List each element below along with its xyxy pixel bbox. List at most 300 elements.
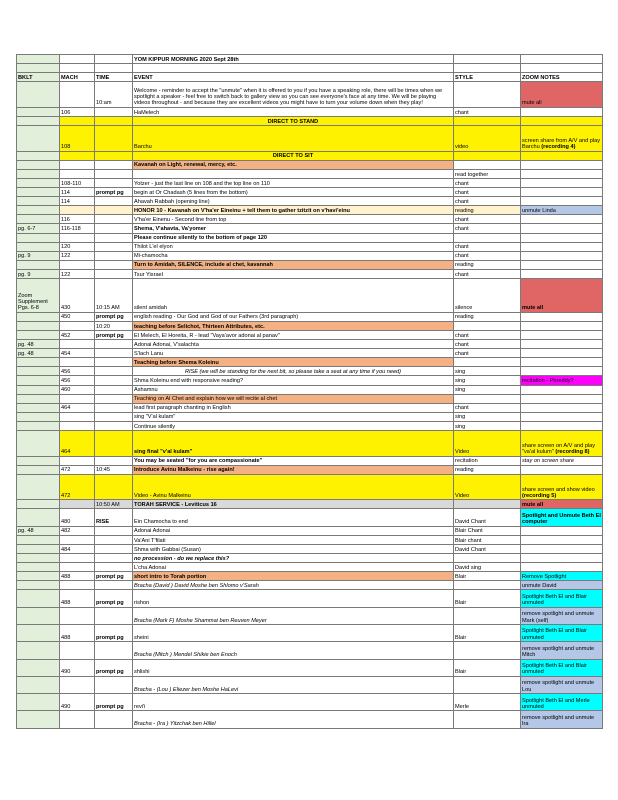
table-row <box>17 694 603 711</box>
bklt-cell <box>17 465 60 474</box>
time-cell <box>95 421 133 430</box>
time-cell <box>95 151 133 160</box>
event-cell: El Melech, El Horeita, R - lead "Vaya'avor adonai al panav" <box>133 330 454 339</box>
time-cell: prompt pg <box>95 572 133 581</box>
zoom-cell <box>521 544 603 553</box>
mach-cell <box>60 321 95 330</box>
bklt-cell <box>17 430 60 456</box>
mach-cell: 120 <box>60 242 95 251</box>
zoom-cell: share screen on A/V and play "va'al kulum" (recording 8) <box>521 430 603 456</box>
event-cell: Ahavah Rabbah (opening line) <box>133 197 454 206</box>
event-cell: Bracha (Mitch ) Mendel Shikie ben Enoch <box>133 642 454 659</box>
style-cell: sing <box>454 367 521 376</box>
time-cell <box>95 563 133 572</box>
bklt-cell <box>17 126 60 152</box>
spacer-cell <box>454 64 521 73</box>
mach-cell: 490 <box>60 659 95 676</box>
header-event: EVENT <box>133 73 454 82</box>
style-cell: chant <box>454 330 521 339</box>
table-row <box>17 711 603 728</box>
zoom-cell: share screen and show video (recording 5) <box>521 474 603 500</box>
time-cell <box>95 215 133 224</box>
time-cell <box>95 456 133 465</box>
table-row <box>17 500 603 509</box>
time-cell <box>95 107 133 116</box>
table-row <box>17 169 603 178</box>
header-row <box>17 73 603 82</box>
event-cell: Thilot L'el elyon <box>133 242 454 251</box>
style-cell <box>454 151 521 160</box>
bklt-cell <box>17 82 60 108</box>
zoom-cell <box>521 169 603 178</box>
time-cell: prompt pg <box>95 312 133 321</box>
mach-cell: 108-110 <box>60 178 95 187</box>
style-cell <box>454 321 521 330</box>
time-cell: prompt pg <box>95 625 133 642</box>
mach-cell <box>60 340 95 349</box>
mach-cell <box>60 676 95 693</box>
time-cell: prompt pg <box>95 188 133 197</box>
bklt-cell <box>17 188 60 197</box>
style-cell <box>454 160 521 169</box>
zoom-cell <box>521 224 603 233</box>
time-cell: prompt pg <box>95 330 133 339</box>
time-cell: prompt pg <box>95 590 133 607</box>
time-cell <box>95 676 133 693</box>
style-cell <box>454 358 521 367</box>
header-zoom: ZOOM NOTES <box>521 73 603 82</box>
mach-cell: 460 <box>60 385 95 394</box>
table-row <box>17 465 603 474</box>
bklt-cell: pg. 9 <box>17 269 60 278</box>
time-cell <box>95 160 133 169</box>
table-row <box>17 394 603 403</box>
table-row <box>17 412 603 421</box>
style-cell <box>454 82 521 108</box>
time-cell <box>95 385 133 394</box>
table-row <box>17 178 603 187</box>
event-cell: Shma with Gabbai (Susan) <box>133 544 454 553</box>
zoom-cell <box>521 526 603 535</box>
style-cell <box>454 676 521 693</box>
event-cell: lead first paragraph chanting in English <box>133 403 454 412</box>
event-cell: Va'Ani T'filati <box>133 535 454 544</box>
style-cell: Blair chant <box>454 535 521 544</box>
table-row <box>17 526 603 535</box>
event-cell: Introduce Avinu Malkeinu - rise again! <box>133 465 454 474</box>
mach-cell: 452 <box>60 330 95 339</box>
style-cell: reading <box>454 465 521 474</box>
zoom-cell: remove spotlight and unmute Mark (self) <box>521 607 603 624</box>
table-row <box>17 242 603 251</box>
bklt-cell <box>17 178 60 187</box>
style-cell: video <box>454 126 521 152</box>
time-cell <box>95 269 133 278</box>
title-zoom-cell <box>521 55 603 64</box>
time-cell <box>95 412 133 421</box>
zoom-cell <box>521 554 603 563</box>
mach-cell: 488 <box>60 572 95 581</box>
bklt-cell <box>17 572 60 581</box>
spacer-cell <box>95 64 133 73</box>
event-cell: revi'i <box>133 694 454 711</box>
event-cell: Ashamnu <box>133 385 454 394</box>
event-cell: english reading - Our God and God of our Fathers (3rd paragraph) <box>133 312 454 321</box>
time-cell <box>95 340 133 349</box>
event-cell: rishon <box>133 590 454 607</box>
event-cell: Bracha (David ) David Moshe ben Shlomo v'Sarah <box>133 581 454 590</box>
mach-cell <box>60 358 95 367</box>
time-cell <box>95 233 133 242</box>
event-cell: short intro to Torah portion <box>133 572 454 581</box>
event-cell: Continue silently <box>133 421 454 430</box>
mach-cell: 122 <box>60 251 95 260</box>
zoom-cell <box>521 321 603 330</box>
event-cell: HaMelech <box>133 107 454 116</box>
zoom-cell: Spotlight Beth El and Blair unmuted <box>521 590 603 607</box>
time-cell <box>95 367 133 376</box>
bklt-cell <box>17 590 60 607</box>
time-cell <box>95 535 133 544</box>
title-bklt-cell <box>17 55 60 64</box>
style-cell: chant <box>454 215 521 224</box>
bklt-cell <box>17 151 60 160</box>
mach-cell <box>60 642 95 659</box>
style-cell: Merle <box>454 694 521 711</box>
event-cell: S'lach Lanu <box>133 349 454 358</box>
event-cell: Bracha - (Ira ) Yitzchak ben Hillel <box>133 711 454 728</box>
event-cell: DIRECT TO SIT <box>133 151 454 160</box>
mach-cell: 116 <box>60 215 95 224</box>
time-cell <box>95 607 133 624</box>
event-cell: Video - Avinu Malkeinu <box>133 474 454 500</box>
table-row <box>17 224 603 233</box>
time-cell: prompt pg <box>95 694 133 711</box>
table-row <box>17 367 603 376</box>
table-row <box>17 206 603 215</box>
mach-cell: 450 <box>60 312 95 321</box>
zoom-cell <box>521 116 603 125</box>
style-cell <box>454 554 521 563</box>
mach-cell <box>60 563 95 572</box>
bklt-cell <box>17 474 60 500</box>
zoom-cell <box>521 269 603 278</box>
mach-cell: 106 <box>60 107 95 116</box>
style-cell: chant <box>454 224 521 233</box>
style-cell: reading <box>454 260 521 269</box>
style-cell: David Chant <box>454 544 521 553</box>
event-cell: Bracha - (Lou ) Eliezer ben Moshe HaLevi <box>133 676 454 693</box>
time-cell: 10:50 AM <box>95 500 133 509</box>
table-row <box>17 126 603 152</box>
mach-cell <box>60 554 95 563</box>
bklt-cell <box>17 563 60 572</box>
event-cell: Please continue silently to the bottom of page 120 <box>133 233 454 242</box>
event-cell: TORAH SERVICE - Leviticus 16 <box>133 500 454 509</box>
style-cell: chant <box>454 349 521 358</box>
time-cell <box>95 197 133 206</box>
style-cell: Blair Chant <box>454 526 521 535</box>
mach-cell <box>60 607 95 624</box>
time-cell <box>95 251 133 260</box>
table-row <box>17 197 603 206</box>
table-row <box>17 421 603 430</box>
mach-cell: 488 <box>60 590 95 607</box>
mach-cell <box>60 535 95 544</box>
zoom-cell <box>521 215 603 224</box>
mach-cell <box>60 456 95 465</box>
title-mach-cell <box>60 55 95 64</box>
table-row <box>17 430 603 456</box>
time-cell <box>95 554 133 563</box>
zoom-cell <box>521 340 603 349</box>
table-row <box>17 278 603 312</box>
mach-cell: 114 <box>60 188 95 197</box>
bklt-cell <box>17 160 60 169</box>
table-row <box>17 642 603 659</box>
table-row <box>17 474 603 500</box>
table-row <box>17 376 603 385</box>
style-cell: David sing <box>454 563 521 572</box>
time-cell <box>95 376 133 385</box>
zoom-cell <box>521 563 603 572</box>
table-row <box>17 107 603 116</box>
time-cell <box>95 206 133 215</box>
style-cell: chant <box>454 242 521 251</box>
event-cell: Welcome - reminder to accept the "unmute" when it is offered to you if you have a speaking role, there will be times when we spotlight a speaker - feel free to switch back to gallery view so you can see everyone's face at any time. We will be playing videos throughout - and because they are excellent videos you might have to turn your volume down when they play! <box>133 82 454 108</box>
table-row <box>17 215 603 224</box>
style-cell: sing <box>454 385 521 394</box>
style-cell: reading <box>454 312 521 321</box>
event-cell: Shma Koleinu end with responsive reading? <box>133 376 454 385</box>
title-time-cell <box>95 55 133 64</box>
zoom-cell: unmute David <box>521 581 603 590</box>
header-mach: MACH <box>60 73 95 82</box>
bklt-cell <box>17 544 60 553</box>
bklt-cell <box>17 233 60 242</box>
style-cell: sing <box>454 421 521 430</box>
schedule-sheet <box>16 54 602 770</box>
mach-cell: 464 <box>60 430 95 456</box>
zoom-cell: remove spotlight and unmute Mitch <box>521 642 603 659</box>
table-row <box>17 607 603 624</box>
bklt-cell <box>17 676 60 693</box>
bklt-cell <box>17 321 60 330</box>
mach-cell: 116-118 <box>60 224 95 233</box>
time-cell <box>95 126 133 152</box>
event-cell: V'ha'er Einenu - Second line from top <box>133 215 454 224</box>
event-cell: You may be seated "for you are compassionate" <box>133 456 454 465</box>
zoom-note-emphasis: (recording 8) <box>555 449 590 456</box>
time-cell <box>95 526 133 535</box>
table-row <box>17 676 603 693</box>
zoom-cell <box>521 403 603 412</box>
zoom-cell <box>521 233 603 242</box>
schedule-table <box>16 54 603 729</box>
table-row <box>17 535 603 544</box>
mach-cell <box>60 206 95 215</box>
zoom-note-emphasis: (recording 4) <box>541 144 576 151</box>
bklt-cell <box>17 394 60 403</box>
zoom-cell <box>521 412 603 421</box>
event-cell: L'cha Adonai <box>133 563 454 572</box>
table-row <box>17 160 603 169</box>
sheet-title: YOM KIPPUR MORNING 2020 Sept 28th <box>133 55 454 64</box>
bklt-cell <box>17 116 60 125</box>
event-cell: begin at Or Chadash (5 lines from the bottom) <box>133 188 454 197</box>
event-cell: Bracha (Mark F) Moshe Shammai ben Reuven Meyer <box>133 607 454 624</box>
time-cell <box>95 642 133 659</box>
zoom-cell <box>521 107 603 116</box>
zoom-cell: Spotlight Beth El and Blair unmuted <box>521 659 603 676</box>
table-row <box>17 340 603 349</box>
style-cell: Blair <box>454 625 521 642</box>
zoom-cell <box>521 197 603 206</box>
style-cell: chant <box>454 178 521 187</box>
style-cell: Video <box>454 474 521 500</box>
bklt-cell <box>17 242 60 251</box>
mach-cell <box>60 233 95 242</box>
bklt-cell: Zoom Supplement Pgs. 6-8 <box>17 278 60 312</box>
event-cell: RISE (we will be standing for the next bit, so please take a seat at any time if you need) <box>133 367 454 376</box>
bklt-cell <box>17 330 60 339</box>
mach-cell: 114 <box>60 197 95 206</box>
zoom-note-emphasis: (recording 5) <box>522 492 557 499</box>
bklt-cell <box>17 260 60 269</box>
mach-cell: 430 <box>60 278 95 312</box>
mach-cell <box>60 581 95 590</box>
style-cell: read together <box>454 169 521 178</box>
table-row <box>17 151 603 160</box>
style-cell: chant <box>454 251 521 260</box>
mach-cell <box>60 151 95 160</box>
zoom-cell: mute all <box>521 278 603 312</box>
event-cell: no procession - do we replace this? <box>133 554 454 563</box>
bklt-cell <box>17 694 60 711</box>
mach-cell: 108 <box>60 126 95 152</box>
bklt-cell <box>17 500 60 509</box>
event-cell: Tsur Yisrael <box>133 269 454 278</box>
zoom-cell: recitation - Phreddy? <box>521 376 603 385</box>
table-row <box>17 260 603 269</box>
time-cell <box>95 260 133 269</box>
table-row <box>17 554 603 563</box>
zoom-cell <box>521 188 603 197</box>
table-row <box>17 188 603 197</box>
bklt-cell <box>17 581 60 590</box>
style-cell: silence <box>454 278 521 312</box>
mach-cell: 484 <box>60 544 95 553</box>
title-style-cell <box>454 55 521 64</box>
zoom-cell: Remove Spotlight <box>521 572 603 581</box>
zoom-cell: stay on screen share <box>521 456 603 465</box>
bklt-cell <box>17 421 60 430</box>
event-cell: Yotzer - just the last line on 108 and the top line on 110 <box>133 178 454 187</box>
table-row <box>17 269 603 278</box>
table-row <box>17 233 603 242</box>
time-cell <box>95 178 133 187</box>
zoom-cell <box>521 160 603 169</box>
zoom-cell: Spotlight Beth El and Blair unmuted <box>521 625 603 642</box>
zoom-cell: Spotlight and Unmute Beth El computer <box>521 509 603 526</box>
bklt-cell <box>17 169 60 178</box>
time-cell: 10:15 AM <box>95 278 133 312</box>
event-cell: teaching before Selichot, Thirteen Attributes, etc. <box>133 321 454 330</box>
bklt-cell <box>17 206 60 215</box>
zoom-cell <box>521 330 603 339</box>
time-cell: 10:20 <box>95 321 133 330</box>
time-cell: 10:am <box>95 82 133 108</box>
mach-cell: 488 <box>60 625 95 642</box>
event-cell: sing final "v'al kulam" <box>133 430 454 456</box>
style-cell: chant <box>454 197 521 206</box>
zoom-cell <box>521 367 603 376</box>
bklt-cell: pg. 48 <box>17 526 60 535</box>
zoom-cell: remove spotlight and unmute Ira <box>521 711 603 728</box>
mach-cell: 472 <box>60 465 95 474</box>
style-cell <box>454 607 521 624</box>
time-cell <box>95 403 133 412</box>
event-cell: shlishi <box>133 659 454 676</box>
zoom-cell <box>521 394 603 403</box>
mach-cell <box>60 711 95 728</box>
event-cell: Ein Chamocha to end <box>133 509 454 526</box>
zoom-cell <box>521 178 603 187</box>
time-cell <box>95 242 133 251</box>
style-cell <box>454 642 521 659</box>
event-cell: Barchu <box>133 126 454 152</box>
bklt-cell <box>17 376 60 385</box>
style-cell: David Chant <box>454 509 521 526</box>
event-cell: Teaching on Al Chet and explain how we will recite al chet <box>133 394 454 403</box>
event-cell: Adonai Adonai <box>133 526 454 535</box>
style-cell: chant <box>454 269 521 278</box>
style-cell: chant <box>454 188 521 197</box>
bklt-cell <box>17 412 60 421</box>
zoom-cell <box>521 465 603 474</box>
event-cell: Kavanah on Light, renewal, mercy, etc. <box>133 160 454 169</box>
style-cell: reading <box>454 206 521 215</box>
bklt-cell <box>17 607 60 624</box>
zoom-cell: Spotlight Beth El and Merle unmuted <box>521 694 603 711</box>
mach-cell <box>60 500 95 509</box>
table-row <box>17 330 603 339</box>
style-cell: chant <box>454 340 521 349</box>
event-cell: DIRECT TO STAND <box>133 116 454 125</box>
style-cell <box>454 500 521 509</box>
zoom-cell <box>521 260 603 269</box>
title-row <box>17 55 603 64</box>
zoom-cell <box>521 251 603 260</box>
time-cell <box>95 544 133 553</box>
table-row <box>17 385 603 394</box>
zoom-cell: screen share from A/V and play Barchu (recording 4) <box>521 126 603 152</box>
mach-cell <box>60 116 95 125</box>
bklt-cell <box>17 107 60 116</box>
time-cell <box>95 116 133 125</box>
header-bklt: BKLT <box>17 73 60 82</box>
zoom-cell <box>521 421 603 430</box>
time-cell <box>95 430 133 456</box>
event-cell: silent amidah <box>133 278 454 312</box>
mach-cell <box>60 260 95 269</box>
spacer-cell <box>60 64 95 73</box>
event-cell: sing "V'al kulam" <box>133 412 454 421</box>
mach-cell: 482 <box>60 526 95 535</box>
bklt-cell: pg. 48 <box>17 340 60 349</box>
time-cell <box>95 394 133 403</box>
mach-cell: 464 <box>60 403 95 412</box>
